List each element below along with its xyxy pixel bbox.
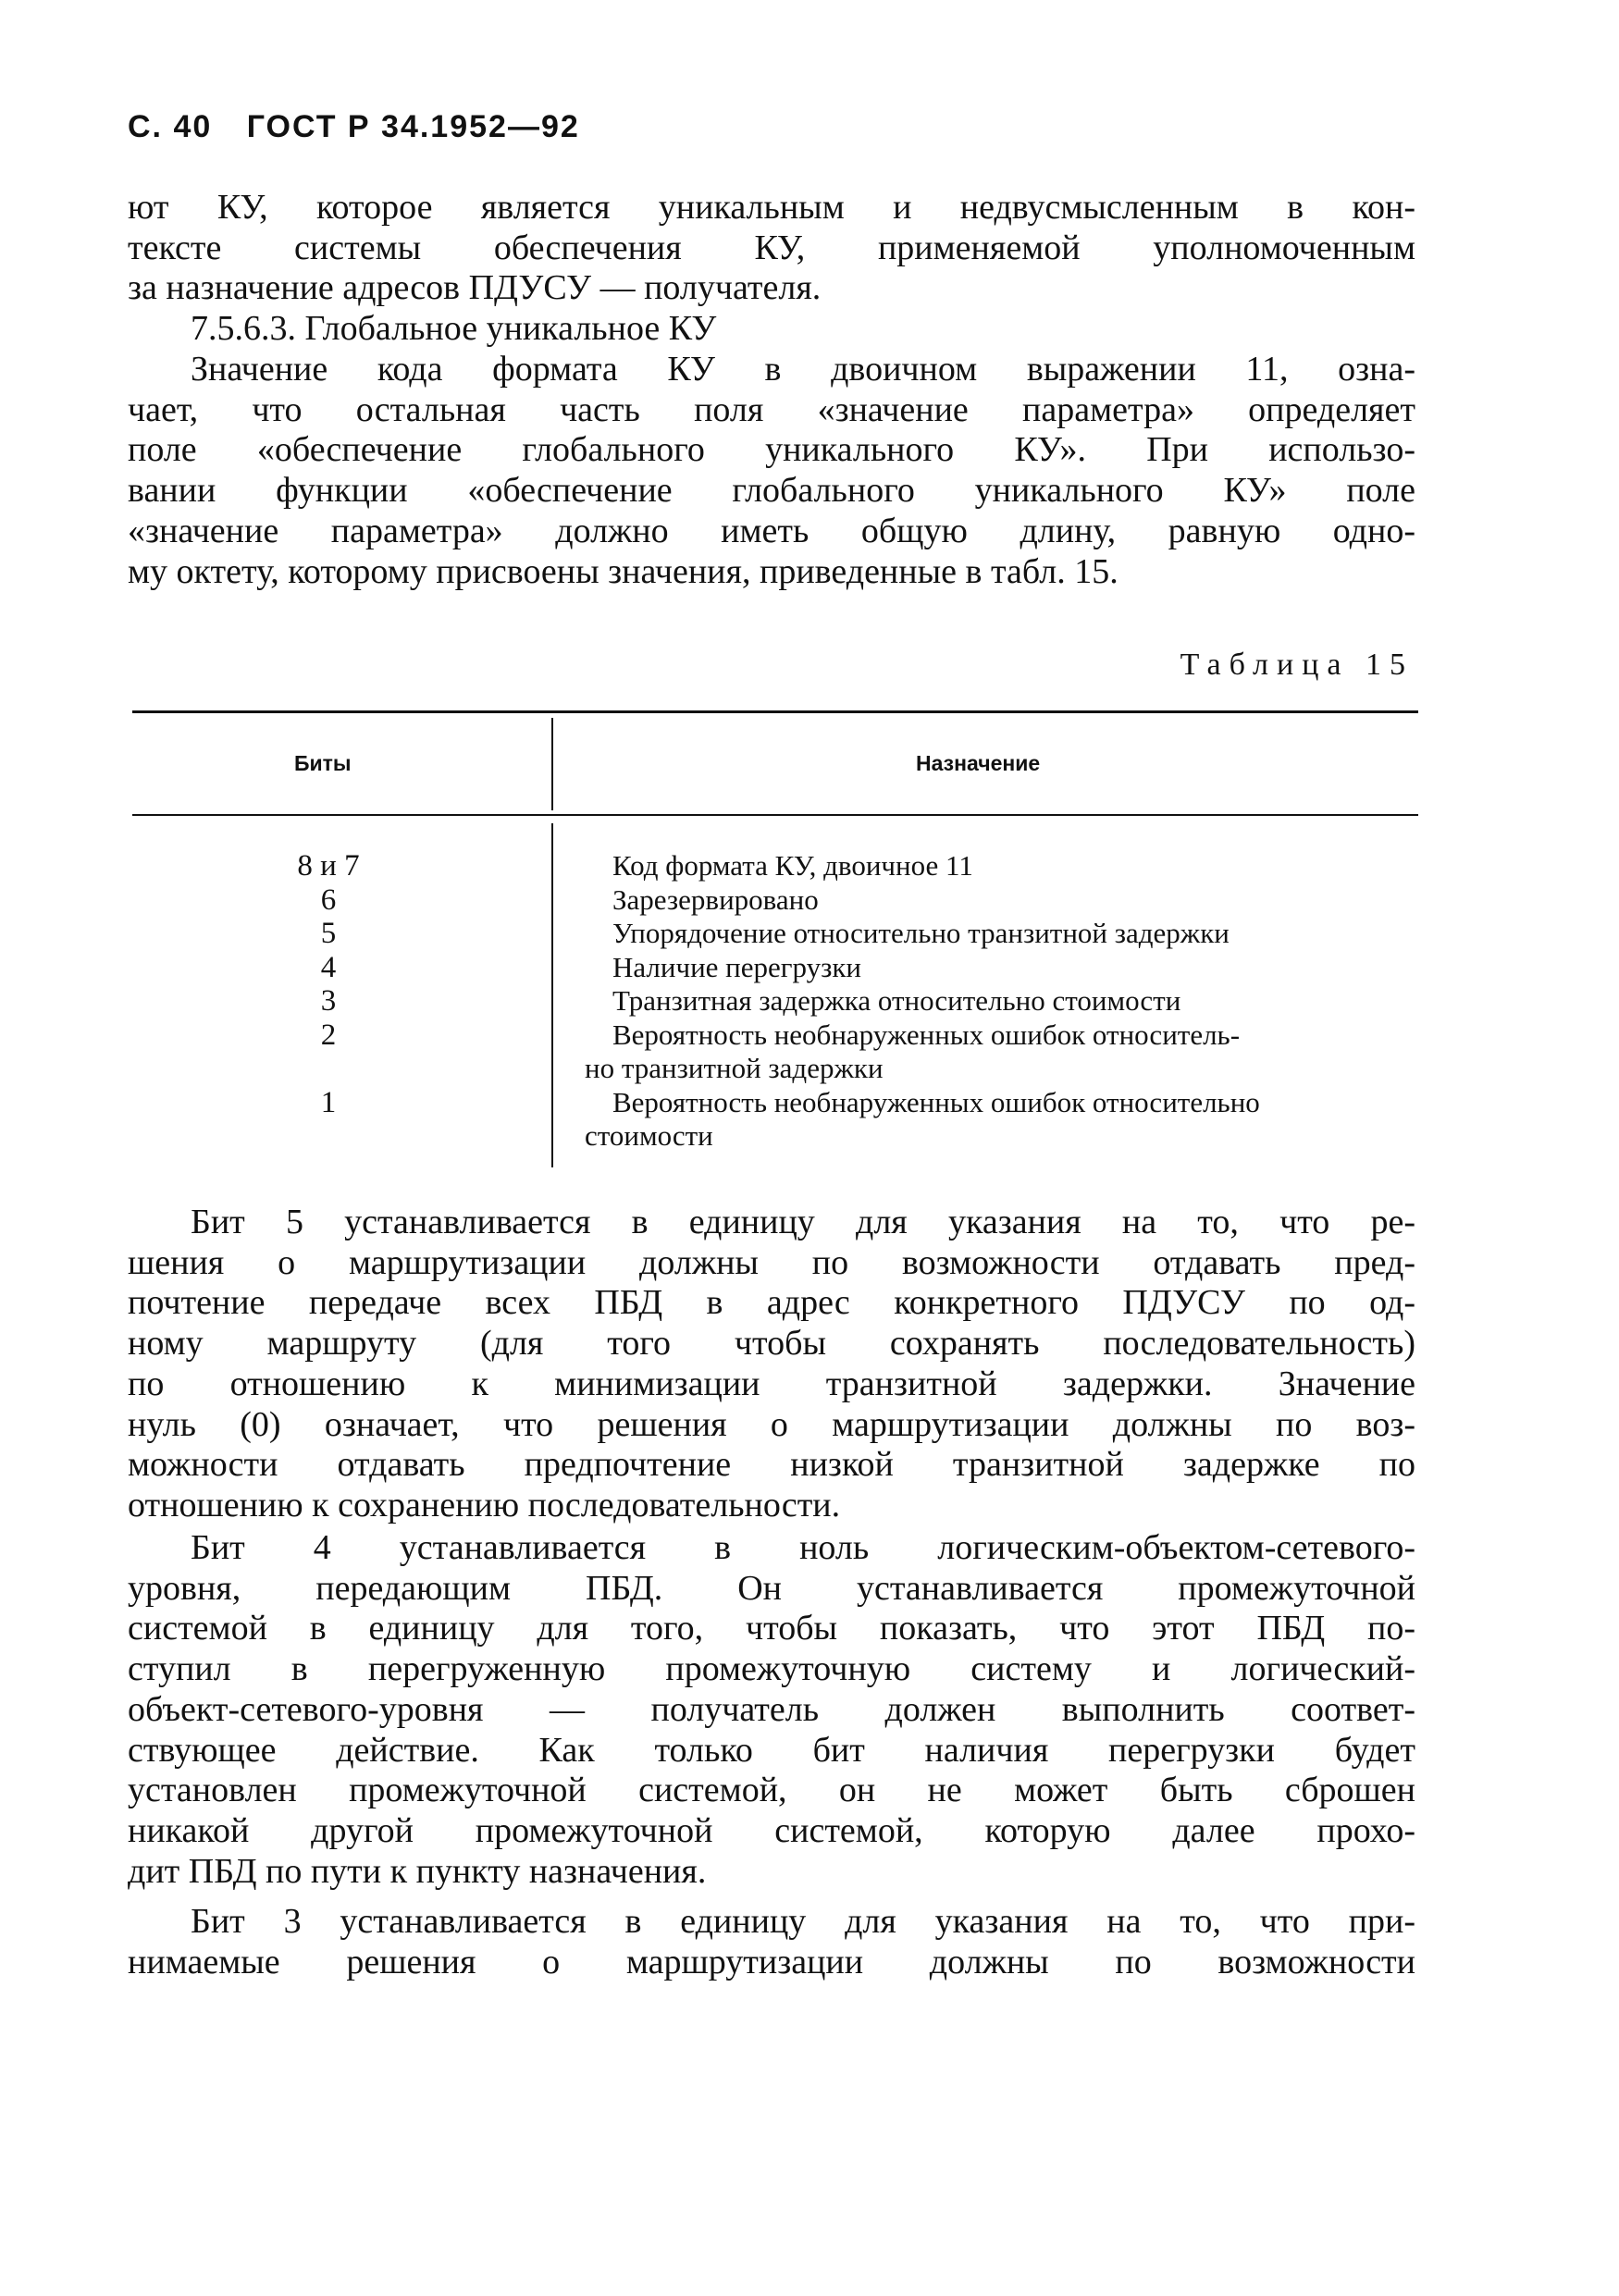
text-line: Бит 4 устанавливается в ноль логическим-объектом-сетевого- bbox=[191, 1528, 1415, 1567]
bits-cell: 3 bbox=[320, 984, 337, 1018]
intro-paragraph bbox=[128, 188, 1415, 309]
table-body-divider bbox=[551, 823, 553, 1167]
text-line: нуль (0) означает, что решения о маршрутизации должны по воз- bbox=[128, 1404, 1415, 1444]
table-row bbox=[585, 883, 1417, 918]
text-line: тексте системы обеспечения КУ, применяемой уполномоченным bbox=[128, 228, 1415, 267]
purpose-cell: Наличие перегрузки bbox=[612, 950, 861, 983]
table-header-rule bbox=[132, 814, 1418, 816]
purpose-cell-continuation: стоимости bbox=[585, 1119, 713, 1152]
text-line: вании функции «обеспечение глобального уникального КУ» поле bbox=[128, 471, 1415, 511]
table-header-divider bbox=[551, 718, 553, 810]
section-heading: 7.5.6.3. Глобальное уникальное КУ bbox=[191, 309, 717, 348]
bits-column bbox=[268, 849, 389, 1119]
format-paragraph bbox=[128, 350, 1415, 592]
text-line: по отношению к минимизации транзитной задержки. Значение bbox=[128, 1364, 1415, 1403]
text-line: ному маршруту (для того чтобы сохранять последовательность) bbox=[128, 1324, 1415, 1364]
table-top-rule bbox=[132, 710, 1418, 713]
purpose-cell: Код формата КУ, двоичное 11 bbox=[612, 849, 973, 882]
text-line: Бит 5 устанавливается в единицу для указания на то, что ре- bbox=[191, 1203, 1415, 1241]
text-line: отношению к сохранению последовательности. bbox=[128, 1485, 841, 1524]
page-header bbox=[128, 109, 604, 145]
text-line: установлен промежуточной системой, он не может быть сброшен bbox=[128, 1771, 1415, 1810]
text-line: шения о маршрутизации должны по возможности отдавать пред- bbox=[128, 1242, 1415, 1282]
bits-cell: 6 bbox=[320, 883, 337, 917]
purpose-cell-continuation: но транзитной задержки bbox=[585, 1052, 884, 1084]
purpose-cell: Вероятность необнаруженных ошибок относительно bbox=[612, 1085, 1260, 1118]
bits-cell: 1 bbox=[320, 1085, 337, 1119]
table-header-bits: Биты bbox=[294, 751, 352, 775]
table-row bbox=[585, 1086, 1417, 1154]
table-row bbox=[585, 849, 1417, 883]
bit4-paragraph bbox=[128, 1528, 1415, 1892]
text-line: Значение кода формата КУ в двоичном выражении 11, озна- bbox=[191, 350, 1415, 389]
bits-cell: 4 bbox=[320, 950, 337, 984]
text-line: никакой другой промежуточной системой, которую далее прохо- bbox=[128, 1810, 1415, 1850]
table-row bbox=[585, 917, 1417, 951]
text-line: му октету, которому присвоены значения, приведенные в табл. 15. bbox=[128, 551, 1118, 591]
text-line: чает, что остальная часть поля «значение параметра» определяет bbox=[128, 389, 1415, 429]
purpose-cell: Вероятность необнаруженных ошибок относитель- bbox=[612, 1018, 1241, 1051]
purpose-column bbox=[585, 849, 1417, 1154]
text-line: почтение передаче всех ПБД в адрес конкретного ПДУСУ по од- bbox=[128, 1283, 1415, 1323]
text-line: поле «обеспечение глобального уникального КУ». При использо- bbox=[128, 430, 1415, 470]
page-number: С. 40 bbox=[128, 109, 213, 144]
text-line: нимаемые решения о маршрутизации должны по возможности bbox=[128, 1942, 1415, 1981]
text-line: объект-сетевого-уровня — получатель должен выполнить соответ- bbox=[128, 1689, 1415, 1729]
text-line: «значение параметра» должно иметь общую длину, равную одно- bbox=[128, 511, 1415, 550]
bit5-paragraph bbox=[128, 1203, 1415, 1526]
text-line: ступил в перегруженную промежуточную систему и логический- bbox=[128, 1649, 1415, 1689]
table-row bbox=[585, 984, 1417, 1018]
text-line: можности отдавать предпочтение низкой транзитной задержке по bbox=[128, 1445, 1415, 1485]
text-line: системой в единицу для того, чтобы показать, что этот ПБД по- bbox=[128, 1609, 1415, 1648]
bits-cell: 2 bbox=[320, 1018, 337, 1052]
table-row bbox=[585, 1018, 1417, 1086]
purpose-cell: Упорядочение относительно транзитной задержки bbox=[612, 917, 1230, 949]
table-row bbox=[585, 951, 1417, 985]
purpose-cell: Транзитная задержка относительно стоимости bbox=[612, 984, 1181, 1017]
bits-cell-spacer bbox=[268, 1052, 389, 1086]
standard-designation: ГОСТ Р 34.1952—92 bbox=[246, 109, 580, 144]
bits-cell: 5 bbox=[320, 917, 337, 950]
text-line: уровня, передающим ПБД. Он устанавливается промежуточной bbox=[128, 1568, 1415, 1608]
section-heading-block bbox=[128, 309, 1415, 350]
text-line: ствующее действие. Как только бит наличия перегрузки будет bbox=[128, 1730, 1415, 1770]
text-line: за назначение адресов ПДУСУ — получателя. bbox=[128, 268, 822, 308]
bits-cell: 8 и 7 bbox=[297, 849, 360, 883]
table-caption: Таблица 15 bbox=[1180, 648, 1414, 682]
text-line: дит ПБД по пути к пункту назначения. bbox=[128, 1851, 707, 1891]
table-header-purpose: Назначение bbox=[916, 751, 1041, 775]
bit3-paragraph bbox=[128, 1902, 1415, 1982]
purpose-cell: Зарезервировано bbox=[612, 883, 819, 916]
text-line: ют КУ, которое является уникальным и недвусмысленным в кон- bbox=[128, 188, 1415, 227]
text-line: Бит 3 устанавливается в единицу для указания на то, что при- bbox=[191, 1902, 1415, 1941]
